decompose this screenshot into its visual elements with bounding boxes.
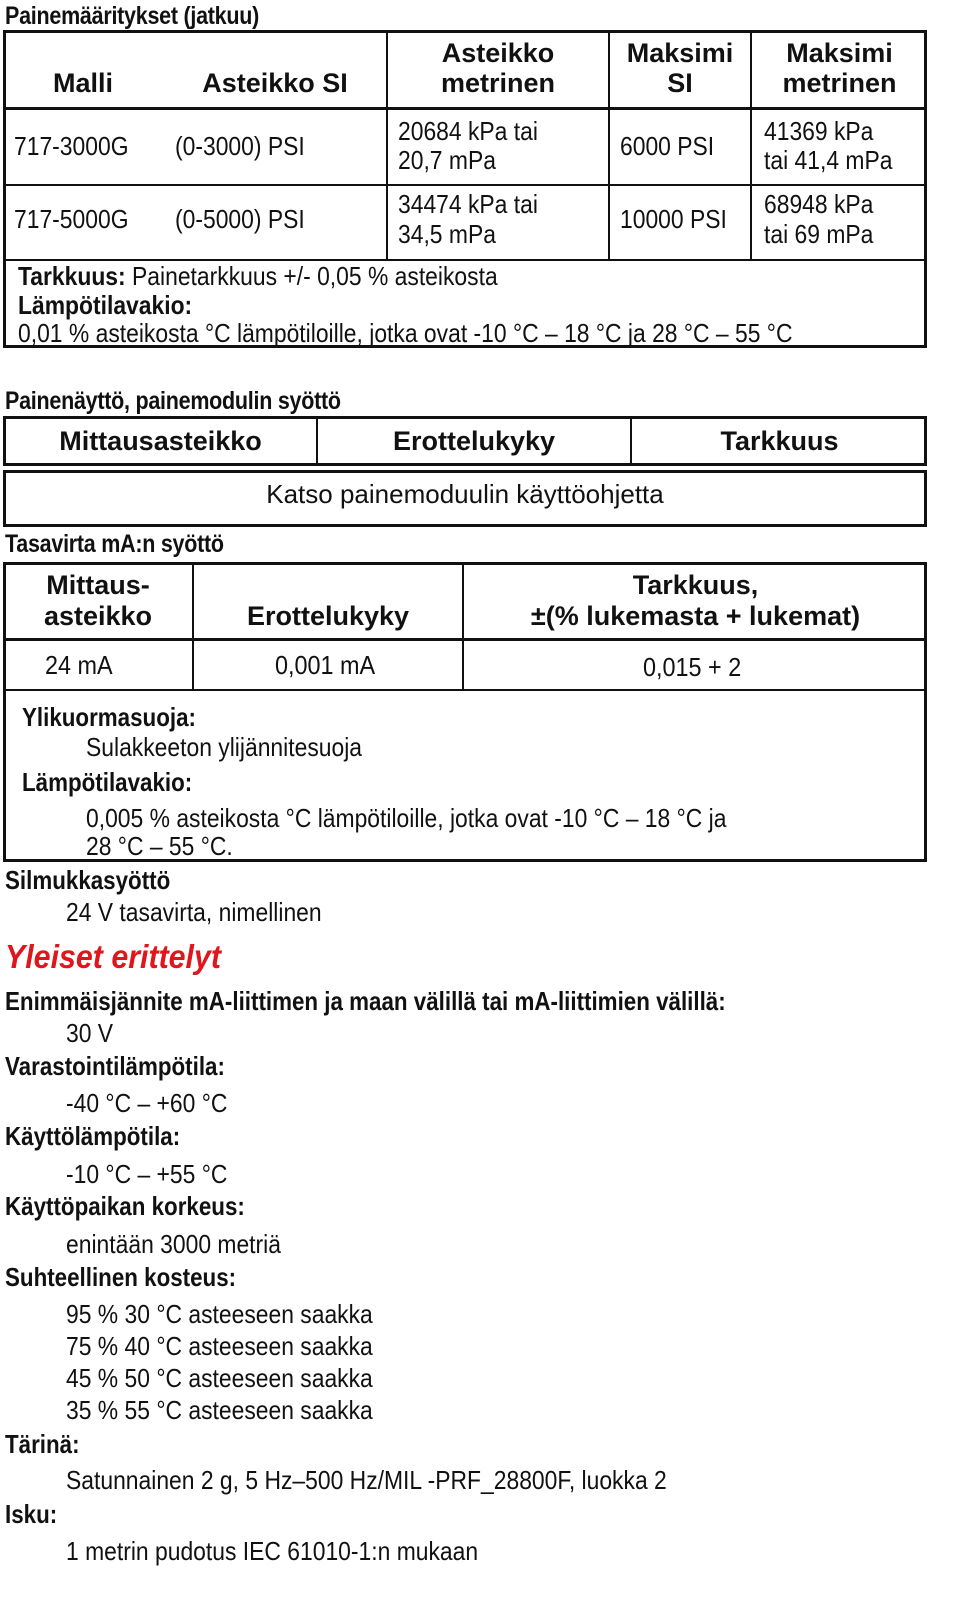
general-spec-label: Enimmäisjännite mA-liittimen ja maan välillä tai mA-liittimien välillä: [5, 986, 726, 1016]
header-range-2: asteikko [43, 601, 153, 631]
temp-coeff-label: Lämpötilavakio: [22, 767, 193, 797]
header-range: Mittausasteikko [59, 426, 262, 456]
header-resolution: Erottelukyky [392, 426, 556, 456]
accuracy-value: Painetarkkuus +/- 0,05 % asteikosta [132, 261, 498, 291]
accuracy-note [18, 262, 498, 292]
header-range-1: Mittaus- [46, 570, 150, 600]
loop-supply-value: 24 V tasavirta, nimellinen [66, 897, 322, 927]
cell-range-si: (0-3000) PSI [175, 131, 305, 161]
header-accuracy-2: ±(% lukemasta + lukemat) [530, 601, 861, 631]
cell-range-metric-1: 34474 kPa tai [398, 189, 538, 219]
general-spec-value: -10 °C – +55 °C [66, 1159, 228, 1189]
general-spec-label: Isku: [5, 1499, 58, 1529]
general-spec-value: 35 % 55 °C asteeseen saakka [66, 1395, 373, 1425]
cell-max-si: 6000 PSI [620, 131, 715, 161]
overload-label: Ylikuormasuoja: [22, 702, 196, 732]
general-spec-label: Suhteellinen kosteus: [5, 1262, 237, 1292]
general-spec-value: 45 % 50 °C asteeseen saakka [66, 1363, 373, 1393]
header-resolution: Erottelukyky [246, 601, 410, 631]
header-max-metric-1: Maksimi [786, 38, 893, 68]
header-accuracy-1: Tarkkuus, [632, 570, 759, 600]
temp-coeff-value-1: 0,005 % asteikosta °C lämpötiloille, jotka ovat -10 °C – 18 °C ja [86, 803, 727, 833]
header-range-si: Asteikko SI [202, 68, 348, 98]
loop-supply-label: Silmukkasyöttö [5, 865, 171, 895]
cell-resolution: 0,001 mA [275, 650, 376, 680]
accuracy-label: Tarkkuus: [18, 261, 126, 291]
general-spec-label: Käyttölämpötila: [5, 1121, 181, 1151]
temp-coeff-label: Lämpötilavakio: [18, 290, 193, 320]
general-spec-value: -40 °C – +60 °C [66, 1088, 228, 1118]
general-spec-value: 1 metrin pudotus IEC 61010-1:n mukaan [66, 1536, 479, 1566]
cell-model: 717-5000G [14, 204, 129, 234]
header-max-si-1: Maksimi [626, 38, 734, 68]
general-spec-value: 95 % 30 °C asteeseen saakka [66, 1299, 373, 1329]
section-title-pressure-display: Painenäyttö, painemodulin syöttö [5, 387, 341, 415]
section-title-pressure-cont: Painemääritykset (jatkuu) [5, 2, 260, 30]
cell-range-metric-2: 34,5 mPa [398, 219, 496, 249]
cell-range-metric-2: 20,7 mPa [398, 145, 496, 175]
pressure-display-note: Katso painemoduulin käyttöohjetta [266, 479, 664, 509]
header-max-si-2: SI [667, 68, 693, 98]
section-title-general: Yleiset erittelyt [5, 938, 221, 975]
cell-max-metric-1: 41369 kPa [764, 116, 874, 146]
overload-value: Sulakkeeton ylijännitesuoja [86, 732, 363, 762]
general-spec-value: 75 % 40 °C asteeseen saakka [66, 1331, 373, 1361]
cell-max-metric-1: 68948 kPa [764, 189, 874, 219]
cell-model: 717-3000G [14, 131, 129, 161]
general-spec-value: enintään 3000 metriä [66, 1229, 281, 1259]
cell-range-si: (0-5000) PSI [175, 204, 305, 234]
cell-max-si: 10000 PSI [620, 204, 727, 234]
general-spec-label: Varastointilämpötila: [5, 1051, 225, 1081]
general-spec-value: Satunnainen 2 g, 5 Hz–500 Hz/MIL -PRF_28800F, luokka 2 [66, 1465, 667, 1495]
cell-max-metric-2: tai 41,4 mPa [764, 145, 893, 175]
cell-accuracy: 0,015 + 2 [643, 652, 742, 682]
temp-coeff-value: 0,01 % asteikosta °C lämpötiloille, jotka ovat -10 °C – 18 °C ja 28 °C – 55 °C [18, 318, 793, 348]
general-spec-label: Käyttöpaikan korkeus: [5, 1191, 245, 1221]
cell-range: 24 mA [45, 650, 113, 680]
temp-coeff-value-2: 28 °C – 55 °C. [86, 831, 233, 861]
header-range-metric-2: metrinen [440, 68, 556, 98]
section-title-ma-input: Tasavirta mA:n syöttö [5, 530, 224, 558]
header-max-metric-2: metrinen [782, 68, 897, 98]
header-model: Malli [52, 68, 113, 98]
header-accuracy: Tarkkuus [720, 426, 839, 456]
cell-range-metric-1: 20684 kPa tai [398, 116, 538, 146]
general-spec-label: Tärinä: [5, 1429, 80, 1459]
general-spec-value: 30 V [66, 1018, 114, 1048]
header-range-metric-1: Asteikko [441, 38, 555, 68]
cell-max-metric-2: tai 69 mPa [764, 219, 874, 249]
